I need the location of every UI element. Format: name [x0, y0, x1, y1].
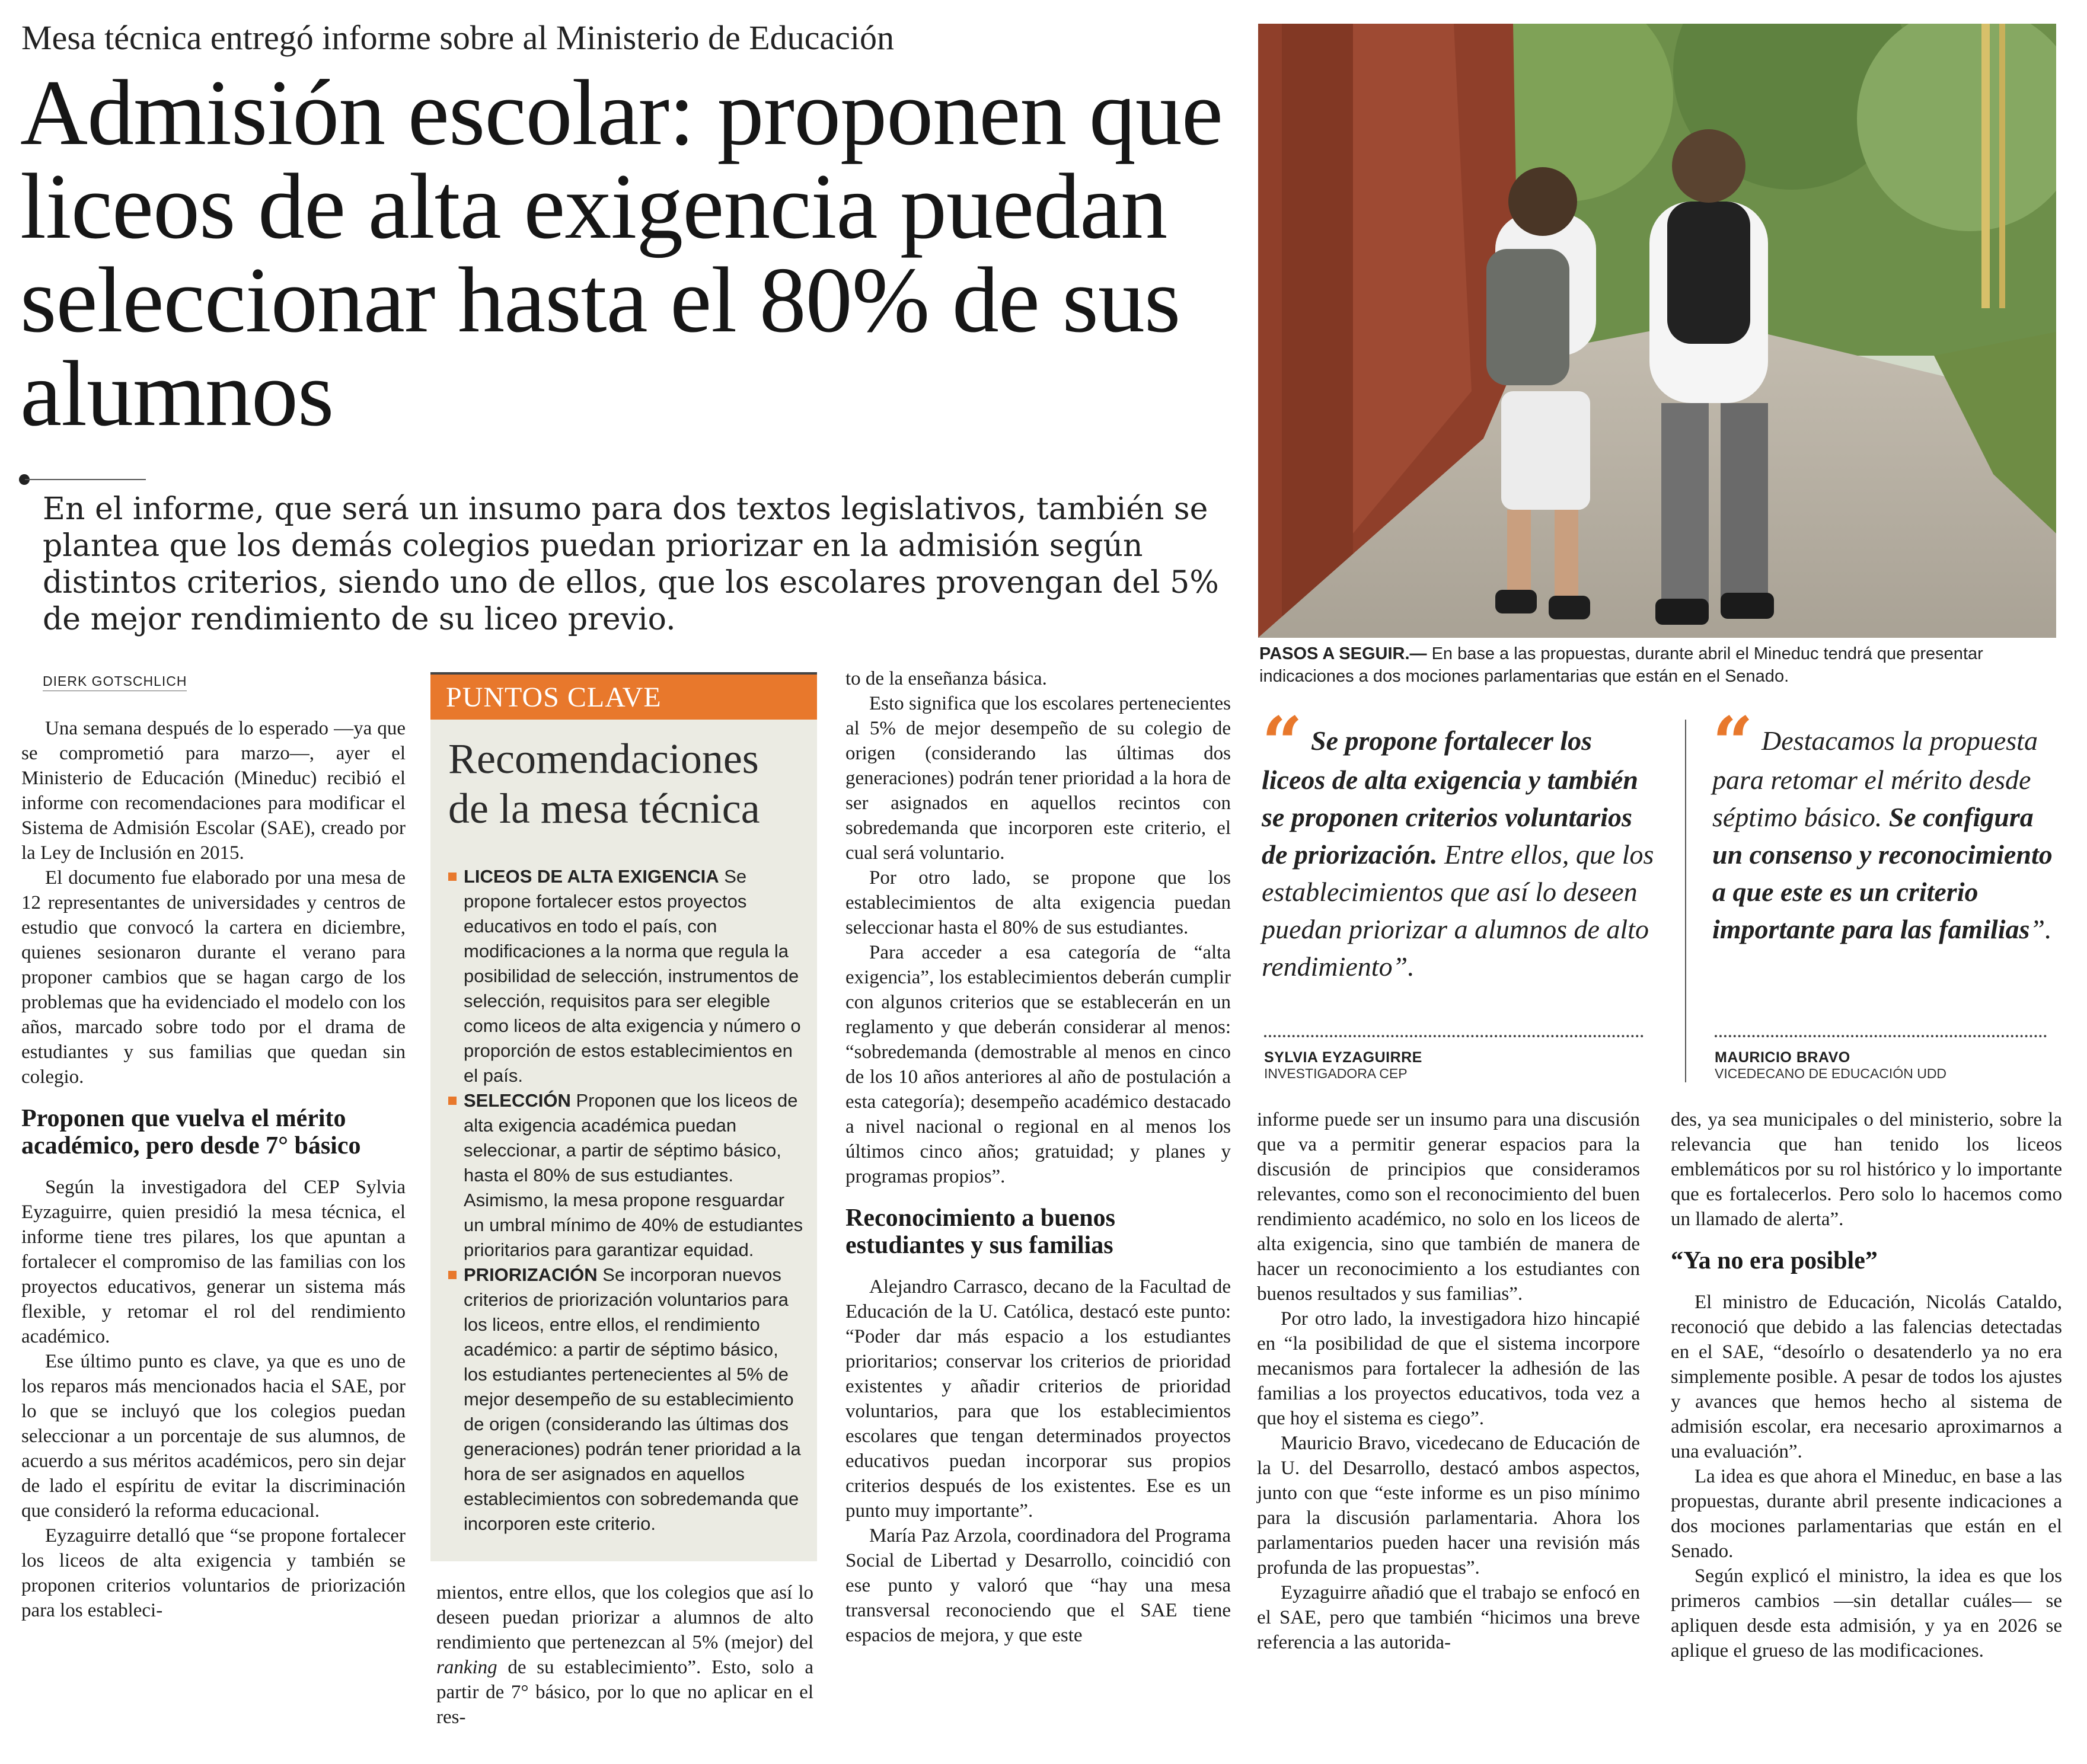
key-point-text: Se incorporan nuevos criterios de priorización voluntarios para los liceos, entre ellos, el rendimiento académico: a partir de séptimo básico, los estudiantes pertenecientes al 5% de mejor desempeño de su establecimiento de origen (considerando las últimas dos generaciones) podrán tener prioridad a la hora de ser asignados en aquellos establecimientos con sobredemanda que incorporen este criterio.: [464, 1264, 801, 1534]
paragraph: La idea es que ahora el Mineduc, en base a las propuestas, durante abril presente indicaciones a dos mociones parlamentarias que están en el Senado.: [1671, 1466, 2062, 1562]
quote-mark-icon: “: [1712, 701, 1754, 785]
article-lede: En el informe, que será un insumo para dos textos legislativos, también se plantea que los demás colegios puedan priorizar en la admisión según distintos criterios, siendo uno de ellos, que los escolares provengan del 5% de mejor rendimiento de su liceo previo.: [43, 491, 1219, 637]
subheading: Reconocimiento a buenos estudiantes y sus familias: [845, 1204, 1115, 1259]
key-point-item: [448, 864, 804, 1088]
article-photo: [1258, 24, 2056, 638]
photo-caption-text: En base a las propuestas, durante abril el Mineduc tendrá que presentar indicaciones a dos mociones parlamentarias que están en el Senado.: [1259, 644, 1983, 686]
subheading: Proponen que vuelva el mérito académico, pero desde 7° básico: [21, 1105, 361, 1159]
quote-author-name: SYLVIA EYZAGUIRRE: [1264, 1049, 1422, 1066]
paragraph: des, ya sea municipales o del ministerio, sobre la relevancia que han tenido los liceos emblemáticos por su rol histórico y lo importante que es fortalecerlos. Pero solo lo hacemos como un llamado de alerta”.: [1671, 1109, 2062, 1230]
key-point-label: LICEOS DE ALTA EXIGENCIA: [464, 866, 719, 887]
paragraph: Para acceder a esa categoría de “alta exigencia”, los establecimientos deberán cumplir con algunos criterios que se establecerán en un reglamento y que deberán considerar al menos: “sobredemanda (demostrable al menos en cinco de los 10 años anteriores al año de postulación a esta categoría); desempeño académico destacado a nivel nacional o regional en al menos los últimos cinco años; gratuidad; y planes y programas propios”.: [845, 942, 1231, 1187]
quote-attribution-bravo: [1715, 1049, 1946, 1081]
quote-author-role: VICEDECANO DE EDUCACIÓN UDD: [1715, 1066, 1947, 1081]
quote-attribution-eyzaguirre: [1264, 1049, 1422, 1081]
quote-text: Destacamos la propuesta para retomar el mérito desde séptimo básico.: [1712, 726, 2038, 832]
quote-divider: [1685, 720, 1686, 1082]
paragraph: Por otro lado, se propone que los establecimientos de alta exigencia puedan seleccionar hasta el 80% de sus estudiantes.: [845, 867, 1231, 938]
quote-end: ”.: [2029, 914, 2052, 944]
quote-author-name: MAURICIO BRAVO: [1715, 1049, 1850, 1066]
paragraph: El documento fue elaborado por una mesa de 12 representantes de universidades y centros de estudio que convocó la cartera en diciembre, quienes sesionaron durante el verano para proponer cambios que se hagan cargo de los problemas que ha evidenciado el modelo con los años, marcado sobre todo por el drama de estudiantes y sus familias que quedan sin colegio.: [21, 867, 406, 1088]
emphasis: ranking: [436, 1657, 497, 1678]
quote-dotted-rule: [1264, 1035, 1644, 1037]
article-byline: DIERK GOTSCHLICH: [43, 673, 187, 691]
pull-quote-eyzaguirre: [1262, 701, 1659, 985]
article-column-2: [436, 1580, 813, 1730]
key-point-label: PRIORIZACIÓN: [464, 1264, 598, 1285]
key-point-item: [448, 1088, 804, 1263]
article-kicker: Mesa técnica entregó informe sobre al Ministerio de Educación: [21, 18, 895, 57]
article-headline: Admisión escolar: proponen que liceos de alta exigencia puedan seleccionar hasta el 80% de sus alumnos: [20, 61, 1223, 446]
article-column-4: [1257, 1107, 1640, 1655]
students-walking-image: [1258, 24, 2056, 638]
paragraph: Eyzaguirre añadió que el trabajo se enfocó en el SAE, pero que también “hicimos una breve referencia a las autorida-: [1257, 1582, 1640, 1653]
paragraph: mientos, entre ellos, que los colegios que así lo deseen puedan priorizar a alumnos de alto rendimiento que pertenezcan al 5% (mejor) del ranking de su establecimiento”. Esto, solo a partir de 7° básico, por lo que no aplicar en el res-: [436, 1582, 813, 1728]
photo-caption: [1259, 643, 2057, 688]
article-column-5: [1671, 1107, 2062, 1663]
key-points-list: [448, 864, 804, 1536]
paragraph: Según la investigadora del CEP Sylvia Eyzaguirre, quien presidió la mesa técnica, el informe tiene tres pilares, los que apuntan a fortalecer el compromiso de las familias con los proyectos educativos, generar un sistema más flexible, y retomar el rol del rendimiento académico.: [21, 1177, 406, 1347]
key-point-text: Proponen que los liceos de alta exigencia académica puedan seleccionar, a partir de séptimo básico, hasta el 80% de sus estudiantes. Asimismo, la mesa propone resguardar un umbral mínimo de 40% de estudiantes prioritarios para garantizar equidad.: [464, 1090, 803, 1260]
bullet-square-icon: [448, 1271, 457, 1279]
pull-quote-bravo: [1712, 701, 2056, 948]
bullet-square-icon: [448, 1097, 457, 1105]
paragraph: Esto significa que los escolares pertenecientes al 5% de mejor desempeño de su colegio de origen (considerando las últimas dos generaciones) podrán tener prioridad a la hora de ser asignados en aquellos recintos con sobredemanda que incorporen este criterio, el cual será voluntario.: [845, 693, 1231, 864]
paragraph: Alejandro Carrasco, decano de la Facultad de Educación de la U. Católica, destacó este punto: “Poder dar más espacio a los estudiantes prioritarios; conservar los criterios de prioridad existentes y añadir criterios de prioridad voluntarios, para que los establecimientos escolares que tengan determinados proyectos educativos puedan incorporar sus propios criterios después de los existentes. Ese es un punto muy importante”.: [845, 1276, 1231, 1522]
key-points-tag: [430, 675, 817, 720]
key-points-title: Recomendaciones de la mesa técnica: [448, 735, 760, 832]
paragraph: María Paz Arzola, coordinadora del Programa Social de Libertad y Desarrollo, coincidió con ese punto y valoró que “hay una mesa transversal reconociendo que el SAE tiene espacios de mejora, y que este: [845, 1525, 1231, 1646]
paragraph: Ese último punto es clave, ya que es uno de los reparos más mencionados hacia el SAE, por lo que se incluyó que los colegios puedan seleccionar a un porcentaje de sus alumnos, de acuerdo a sus méritos académicos, pero sin dejar de lado el espíritu de evitar la discriminación que consideró la reforma educacional.: [21, 1351, 406, 1522]
bullet-square-icon: [448, 873, 457, 881]
paragraph: Según explicó el ministro, la idea es que los primeros cambios —sin detallar cuáles— se apliquen desde esta admisión, y ya en 2026 se aplique el grueso de las modificaciones.: [1671, 1565, 2062, 1661]
key-points-box: [430, 672, 817, 1561]
article-column-3: [845, 666, 1231, 1648]
quote-author-role: INVESTIGADORA CEP: [1264, 1066, 1408, 1081]
key-point-text: Se propone fortalecer estos proyectos educativos en todo el país, con modificaciones a la norma que regula la posibilidad de selección, instrumentos de selección, requisitos para ser elegible como liceos de alta exigencia y número o proporción de estos establecimientos en el país.: [464, 866, 801, 1086]
paragraph: Por otro lado, la investigadora hizo hincapié en “la posibilidad de que el sistema incorpore mecanismos para fortalecer la adhesión de las familias a los proyectos educativos, toda vez a que hoy el sistema es ciego”.: [1257, 1308, 1640, 1429]
subheading: “Ya no era posible”: [1671, 1247, 1878, 1274]
decorative-rule: [25, 479, 146, 480]
key-point-item: [448, 1263, 804, 1536]
paragraph: Mauricio Bravo, vicedecano de Educación de la U. del Desarrollo, destacó ambos aspectos, junto con que “este informe es un piso mínimo para la discusión parlamentaria. Ahora los parlamentarios pueden hacer una revisión más profunda de las propuestas”.: [1257, 1433, 1640, 1578]
paragraph: informe puede ser un insumo para una discusión que va a permitir generar espacios para la discusión de principios que consideramos relevantes, como son el reconocimiento del buen rendimiento académico, no solo en los liceos de alta exigencia, sino que también de manera de hacer un reconocimiento a los estudiantes con buenos resultados y sus familias”.: [1257, 1109, 1640, 1305]
paragraph: to de la enseñanza básica.: [845, 668, 1047, 689]
key-point-label: SELECCIÓN: [464, 1090, 571, 1111]
paragraph: El ministro de Educación, Nicolás Cataldo, reconoció que debido a las falencias detectadas en el SAE, “desoírlo o desatenderlo ya no era simplemente posible. A pesar de todos los ajustes y avances que hemos hecho al sistema de admisión escolar, era necesario aproximarnos a una evaluación”.: [1671, 1292, 2062, 1462]
quote-bold-text: Se propone fortalecer los liceos de alta exigencia y también se proponen criterios voluntarios de priorización.: [1262, 726, 1638, 870]
article-column-1: [21, 716, 406, 1623]
paragraph: Una semana después de lo esperado —ya que se comprometió para marzo—, ayer el Ministerio de Educación (Mineduc) recibió el informe con recomendaciones para modificar el Sistema de Admisión Escolar (SAE), creado por la Ley de Inclusión en 2015.: [21, 718, 406, 864]
photo-caption-label: PASOS A SEGUIR.—: [1259, 644, 1427, 663]
quote-bold-text: Se configura un consenso y reconocimiento a que este es un criterio importante para las familias: [1712, 802, 2053, 944]
quote-mark-icon: “: [1262, 701, 1303, 785]
paragraph: Eyzaguirre detalló que “se propone fortalecer los liceos de alta exigencia y también se proponen criterios voluntarios de priorización para los estableci-: [21, 1525, 406, 1621]
quote-dotted-rule: [1715, 1035, 2047, 1037]
quote-text: Entre ellos, que los establecimientos que así lo deseen puedan priorizar a alumnos de alto rendimiento”.: [1262, 839, 1654, 982]
key-points-tag-label: PUNTOS CLAVE: [446, 682, 662, 713]
